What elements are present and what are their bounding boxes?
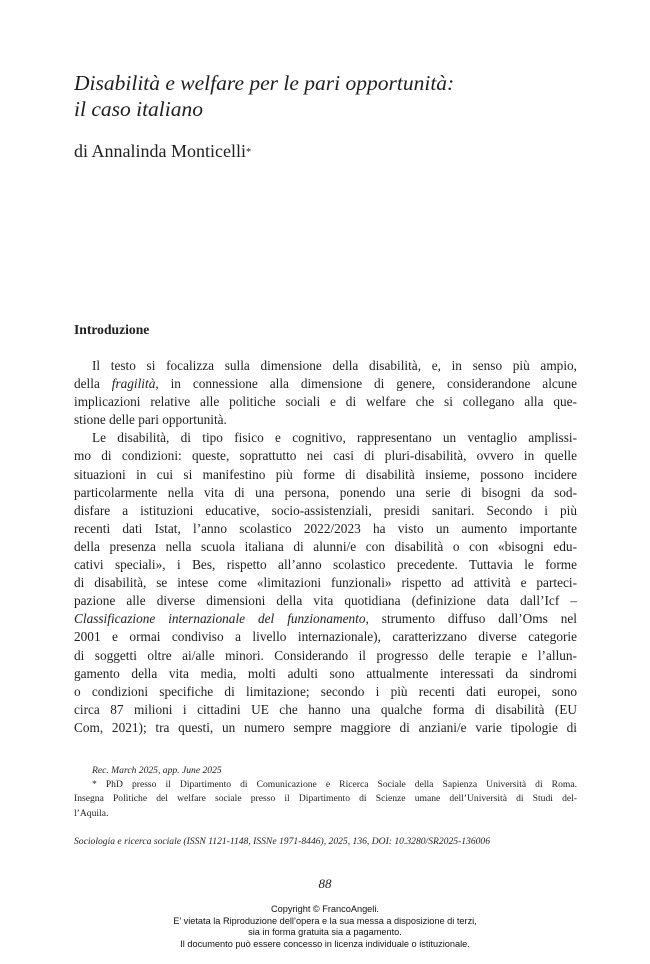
- journal-citation: Sociologia e ricerca sociale (ISSN 1121-1148, ISSNe 1971-8446), 2025, 136, DOI: 10.3280/SR2025-136006: [74, 836, 491, 847]
- text-line: o condizioni specifiche di limitazione; secondo i più recenti dati europei, sono: [74, 683, 577, 699]
- text-line: Le disabilità, di tipo fisico e cognitivo, rappresentano un ventaglio amplissi-: [92, 430, 577, 446]
- text-line: situazioni in cui si manifestino più forme di disabilità insieme, possono incidere: [74, 466, 577, 482]
- text-line: mo di condizioni: queste, soprattutto nei casi di pluri-disabilità, ovvero in quelle: [74, 448, 577, 464]
- author-footnote: [74, 778, 577, 821]
- text-line: gamento della vita media, molti adulti sono attualmente interessati da sindromi: [74, 665, 577, 681]
- copyright-line: Copyright © FrancoAngeli.: [271, 904, 379, 914]
- footnote-mark: *: [245, 147, 251, 158]
- received-date: Rec. March 2025, app. June 2025: [92, 765, 222, 776]
- article-title: [74, 70, 594, 122]
- author-name: di Annalinda Monticelli: [74, 141, 246, 161]
- section-heading: Introduzione: [74, 322, 150, 337]
- text-line: particolarmente nella vita di una persona, ponendo una serie di bisogni da sod-: [74, 484, 577, 500]
- copyright-line: Il documento può essere concesso in licenza individuale o istituzionale.: [180, 938, 470, 949]
- italic-term: Classificazione internazionale del funzionamento: [74, 611, 366, 627]
- footnote-line: * PhD presso il Dipartimento di Comunicazione e Ricerca Sociale della Sapienza Università di Roma.: [92, 779, 577, 791]
- copyright-line: sia in forma gratuita sia a pagamento.: [248, 927, 402, 938]
- copyright-notice: [0, 904, 650, 950]
- text-line: implicazioni relative alle politiche sociali e di welfare che si collegano alla que-: [74, 394, 577, 410]
- text-line: pazione alle diverse dimensioni della vita quotidiana (definizione data dall’Icf –: [74, 593, 577, 609]
- text-line: della presenza nella scuola italiana di alunni/e con disabilità o con «bisogni edu-: [74, 538, 577, 554]
- text-line: Classificazione internazionale del funzionamento, strumento diffuso dall’Oms nel: [74, 611, 577, 627]
- article-title-line-1: Disabilità e welfare per le pari opportunità:: [74, 71, 455, 95]
- text-line: recenti dati Istat, l’anno scolastico 2022/2023 ha visto un aumento importante: [74, 520, 577, 536]
- text-line: cativi speciali», i Bes, rispetto all’anno scolastico precedente. Tuttavia le forme: [74, 557, 577, 573]
- article-title-line-2: il caso italiano: [74, 97, 203, 121]
- italic-term: fragilità: [111, 376, 156, 392]
- footnote-line: Insegna Politiche del welfare sociale presso il Dipartimento di Scienze umane dell’Università di Studi del-: [74, 793, 577, 805]
- paragraph: [74, 357, 577, 429]
- text-line: Com, 2021); tra questi, un numero sempre maggiore di anziani/e varie tipologie di: [74, 719, 577, 735]
- body-text: [74, 357, 577, 737]
- text-line: 2001 e ormai condiviso a livello internazionale), caratterizzano diverse categorie: [74, 629, 577, 645]
- text-line: della fragilità, in connessione alla dimensione di genere, considerandone alcune: [74, 376, 577, 392]
- paragraph: [74, 429, 577, 737]
- text-line: Il testo si focalizza sulla dimensione della disabilità, e, in senso più ampio,: [92, 358, 577, 373]
- footnote-line: l’Aquila.: [74, 807, 109, 819]
- text-line: disfare a istituzioni educative, socio-assistenziali, presidi sanitari. Secondo i più: [74, 502, 577, 518]
- text-line: circa 87 milioni i cittadini UE che hanno una qualche forma di disabilità (EU: [74, 701, 577, 717]
- front-notes: [74, 764, 577, 821]
- text-line: stione delle pari opportunità.: [74, 412, 227, 428]
- page-number: 88: [318, 876, 332, 891]
- author-line: [74, 141, 251, 162]
- text-line: di soggetti oltre ai/alle minori. Considerando il progresso delle terapie e l’allun-: [74, 647, 577, 663]
- copyright-line: E’ vietata la Riproduzione dell’opera e la sua messa a disposizione di terzi,: [173, 915, 477, 926]
- text-line: di disabilità, se intese come «limitazioni funzionali» rispetto ad attività e parteci-: [74, 575, 577, 591]
